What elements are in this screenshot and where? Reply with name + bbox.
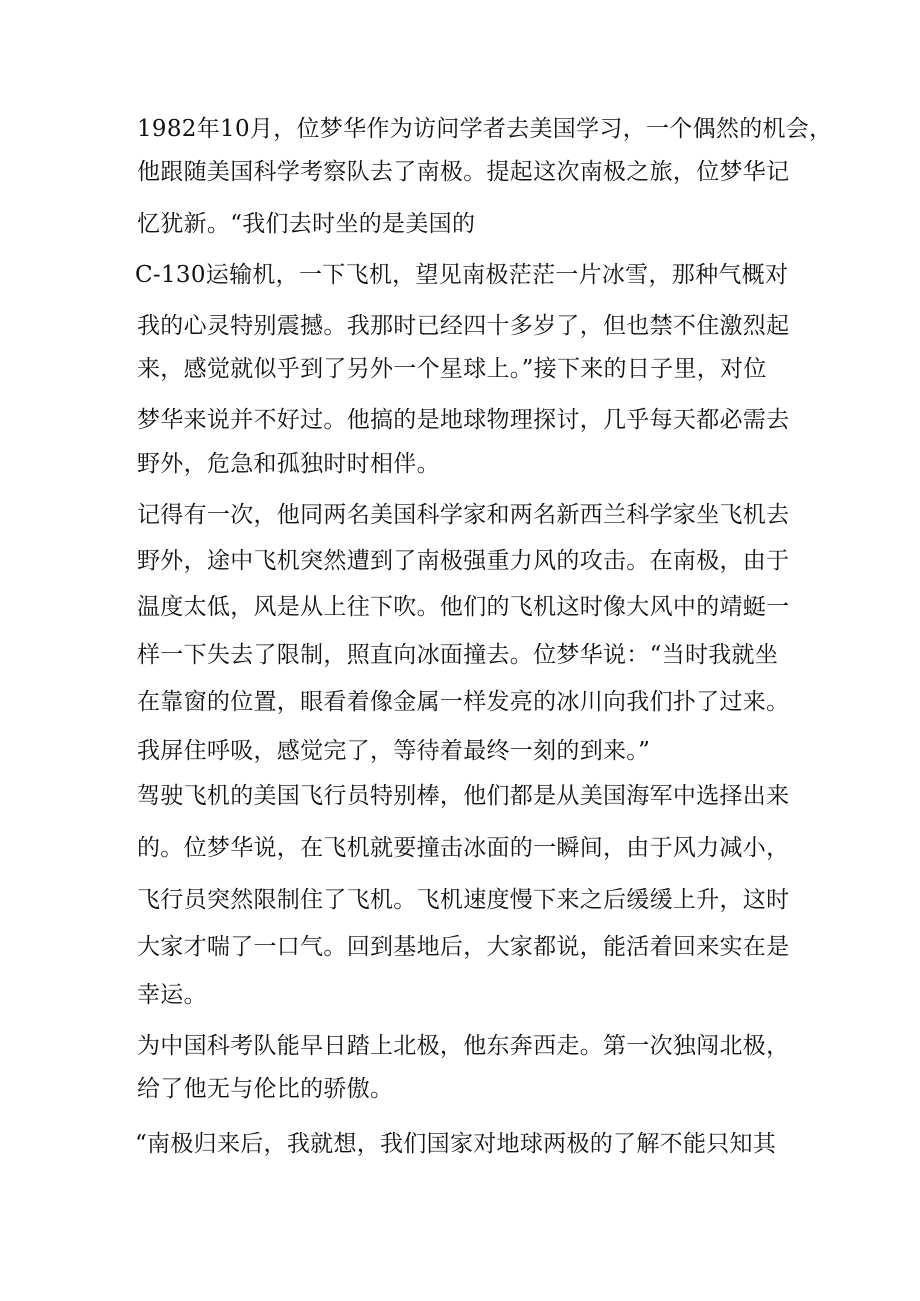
text-line: 野外，途中飞机突然遭到了南极强重力风的攻击。在南极，由于 (137, 548, 790, 574)
text-line: 来，感觉就似乎到了另外一个星球上。”接下来的日子里，对位 (137, 356, 767, 382)
text-line: C-130运输机，一下飞机，望见南极茫茫一片冰雪，那种气概对 (135, 262, 789, 288)
text-line: 的。位梦华说，在飞机就要撞击冰面的一瞬间，由于风力减小， (137, 835, 790, 861)
text-line: 忆犹新。“我们去时坐的是美国的 (137, 211, 476, 237)
text-line: 我的心灵特别震撼。我那时已经四十多岁了，但也禁不住激烈起 (137, 313, 790, 339)
text-line: 驾驶飞机的美国飞行员特别棒，他们都是从美国海军中选择出来 (137, 783, 790, 809)
text-line: 我屏住呼吸，感觉完了，等待着最终一刻的到来。” (137, 738, 651, 764)
text-line: 野外，危急和孤独时时相伴。 (137, 451, 440, 477)
text-line: 幸运。 (137, 982, 207, 1008)
text-line: 温度太低，风是从上往下吹。他们的飞机这时像大风中的靖蜓一 (137, 594, 790, 620)
text-line: 梦华来说并不好过。他搞的是地球物理探讨，几乎每天都必需去 (137, 407, 790, 433)
text-line: 他跟随美国科学考察队去了南极。提起这次南极之旅，位梦华记 (137, 159, 790, 185)
text-line: 给了他无与伦比的骄傲。 (137, 1076, 394, 1102)
text-line: 大家才喘了一口气。回到基地后，大家都说，能活着回来实在是 (137, 934, 790, 960)
text-line: 记得有一次，他同两名美国科学家和两名新西兰科学家坐飞机去 (137, 502, 790, 528)
text-line: 样一下失去了限制，照直向冰面撞去。位梦华说：“当时我就坐 (137, 642, 779, 668)
text-line: 1982年10月，位梦华作为访问学者去美国学习，一个偶然的机会， (137, 116, 833, 142)
text-line: 在靠窗的位置，眼看着像金属一样发亮的冰川向我们扑了过来。 (137, 689, 790, 715)
text-line: 为中国科考队能早日踏上北极，他东奔西走。第一次独闯北极， (137, 1033, 790, 1059)
text-line: “南极归来后，我就想，我们国家对地球两极的了解不能只知其 (135, 1131, 777, 1157)
text-line: 飞行员突然限制住了飞机。飞机速度慢下来之后缓缓上升，这时 (137, 887, 790, 913)
